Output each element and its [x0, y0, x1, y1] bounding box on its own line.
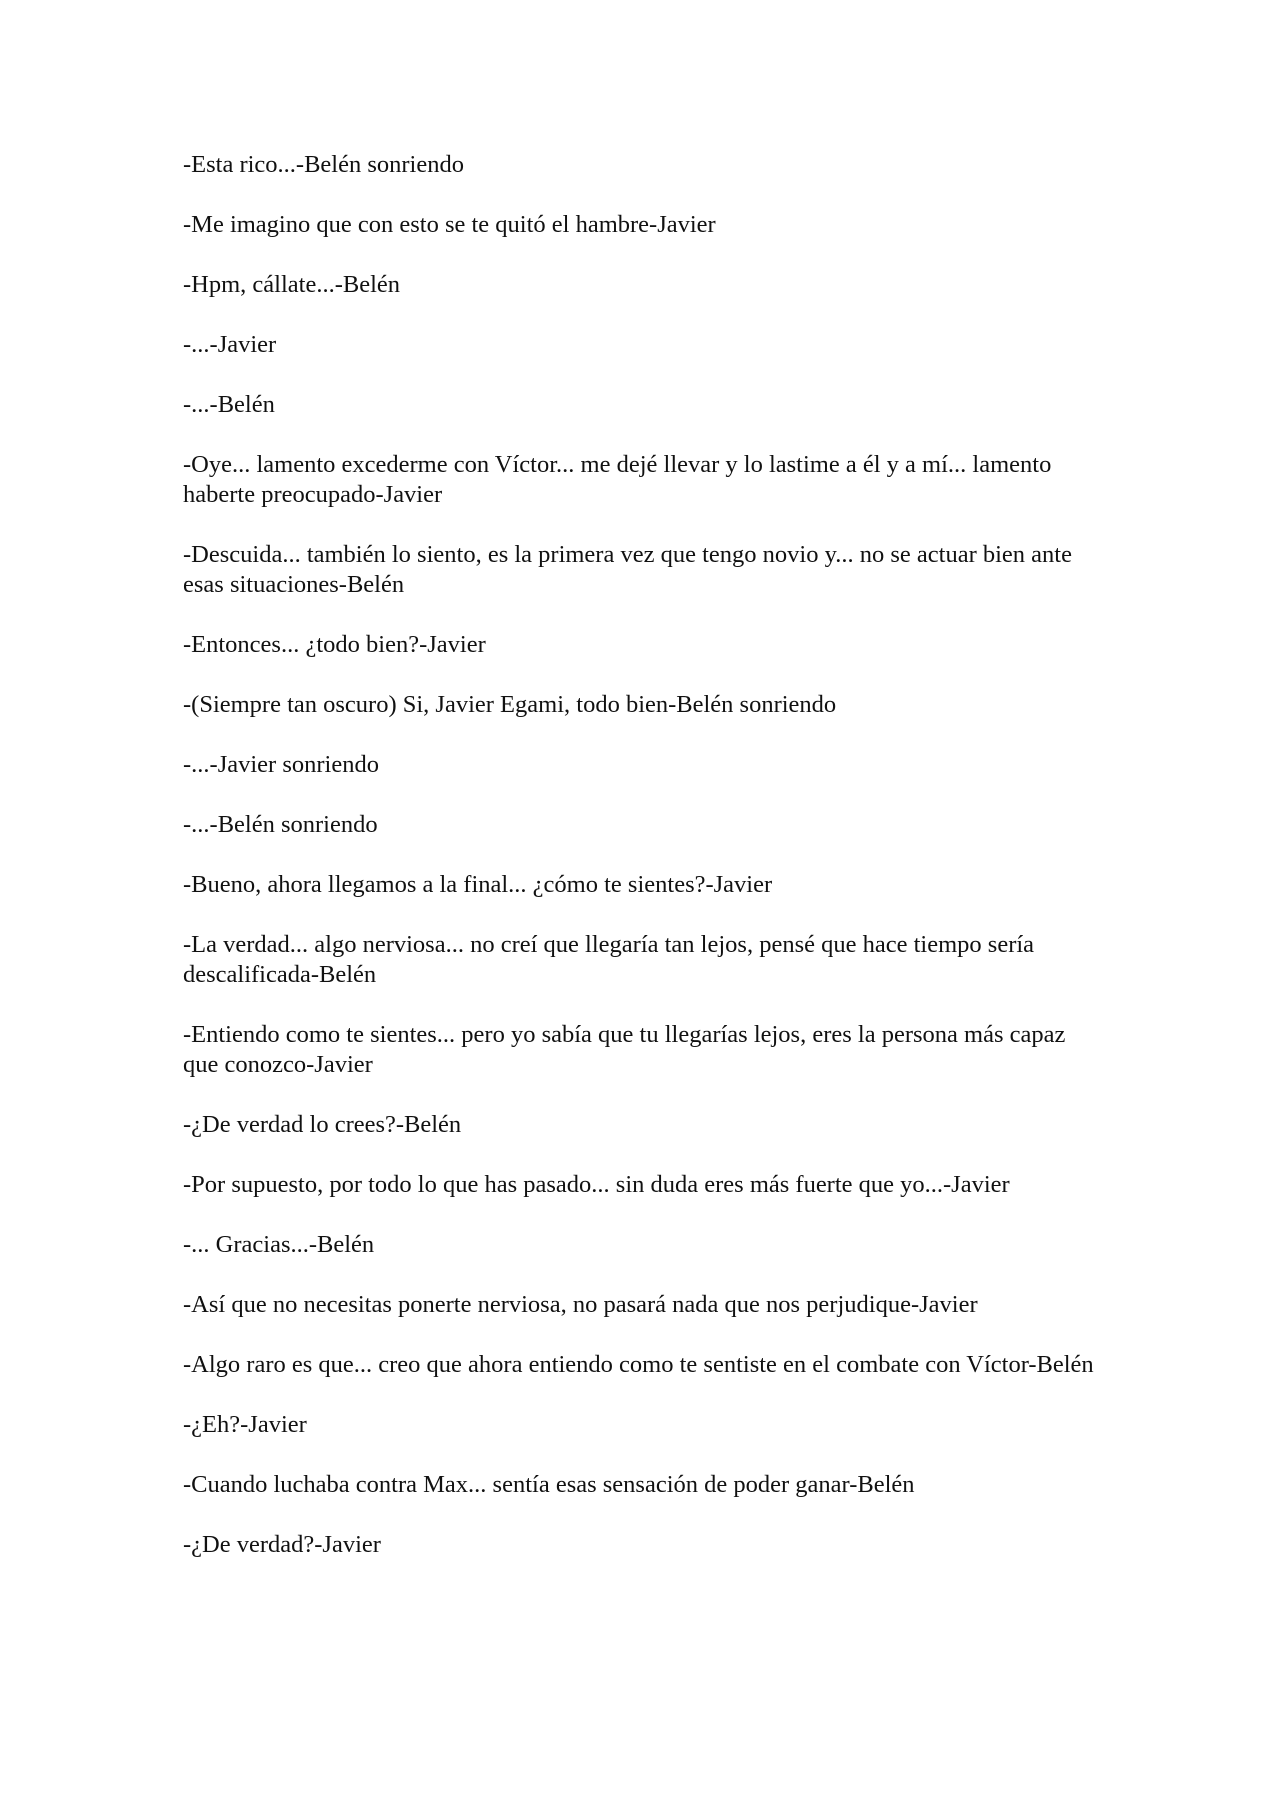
- paragraph: -(Siempre tan oscuro) Si, Javier Egami, todo bien-Belén sonriendo: [183, 691, 837, 718]
- paragraph: -Esta rico...-Belén sonriendo: [183, 151, 464, 178]
- paragraph: -Algo raro es que... creo que ahora entiendo como te sentiste en el combate con Víctor-Belén: [183, 1351, 1094, 1378]
- dialogue-text: [183, 150, 1103, 1590]
- paragraph: -Me imagino que con esto se te quitó el hambre-Javier: [183, 211, 716, 238]
- paragraph: -¿De verdad lo crees?-Belén: [183, 1111, 462, 1138]
- paragraph: -Hpm, cállate...-Belén: [183, 271, 401, 298]
- paragraph: -Cuando luchaba contra Max... sentía esas sensación de poder ganar-Belén: [183, 1471, 915, 1498]
- paragraph: -¿De verdad?-Javier: [183, 1531, 381, 1558]
- paragraph: -Entonces... ¿todo bien?-Javier: [183, 631, 486, 658]
- paragraph: -Por supuesto, por todo lo que has pasado... sin duda eres más fuerte que yo...-Javier: [183, 1171, 1010, 1198]
- paragraph: -...-Javier: [183, 331, 277, 358]
- paragraph: -...-Belén sonriendo: [183, 811, 378, 838]
- paragraph: -...-Javier sonriendo: [183, 751, 379, 778]
- paragraph: -Así que no necesitas ponerte nerviosa, no pasará nada que nos perjudique-Javier: [183, 1291, 978, 1318]
- paragraph: -Entiendo como te sientes... pero yo sabía que tu llegarías lejos, eres la persona más capaz que conozco-Javier: [183, 1021, 1066, 1078]
- paragraph: -La verdad... algo nerviosa... no creí que llegaría tan lejos, pensé que hace tiempo sería descalificada-Belén: [183, 931, 1035, 988]
- paragraph: -Descuida... también lo siento, es la primera vez que tengo novio y... no se actuar bien ante esas situaciones-Belén: [183, 541, 1072, 598]
- paragraph: -... Gracias...-Belén: [183, 1231, 375, 1258]
- paragraph: -Oye... lamento excederme con Víctor... me dejé llevar y lo lastime a él y a mí... lamento haberte preocupado-Javier: [183, 451, 1052, 508]
- paragraph: -...-Belén: [183, 391, 275, 418]
- paragraph: -¿Eh?-Javier: [183, 1411, 307, 1438]
- paragraph: -Bueno, ahora llegamos a la final... ¿cómo te sientes?-Javier: [183, 871, 773, 898]
